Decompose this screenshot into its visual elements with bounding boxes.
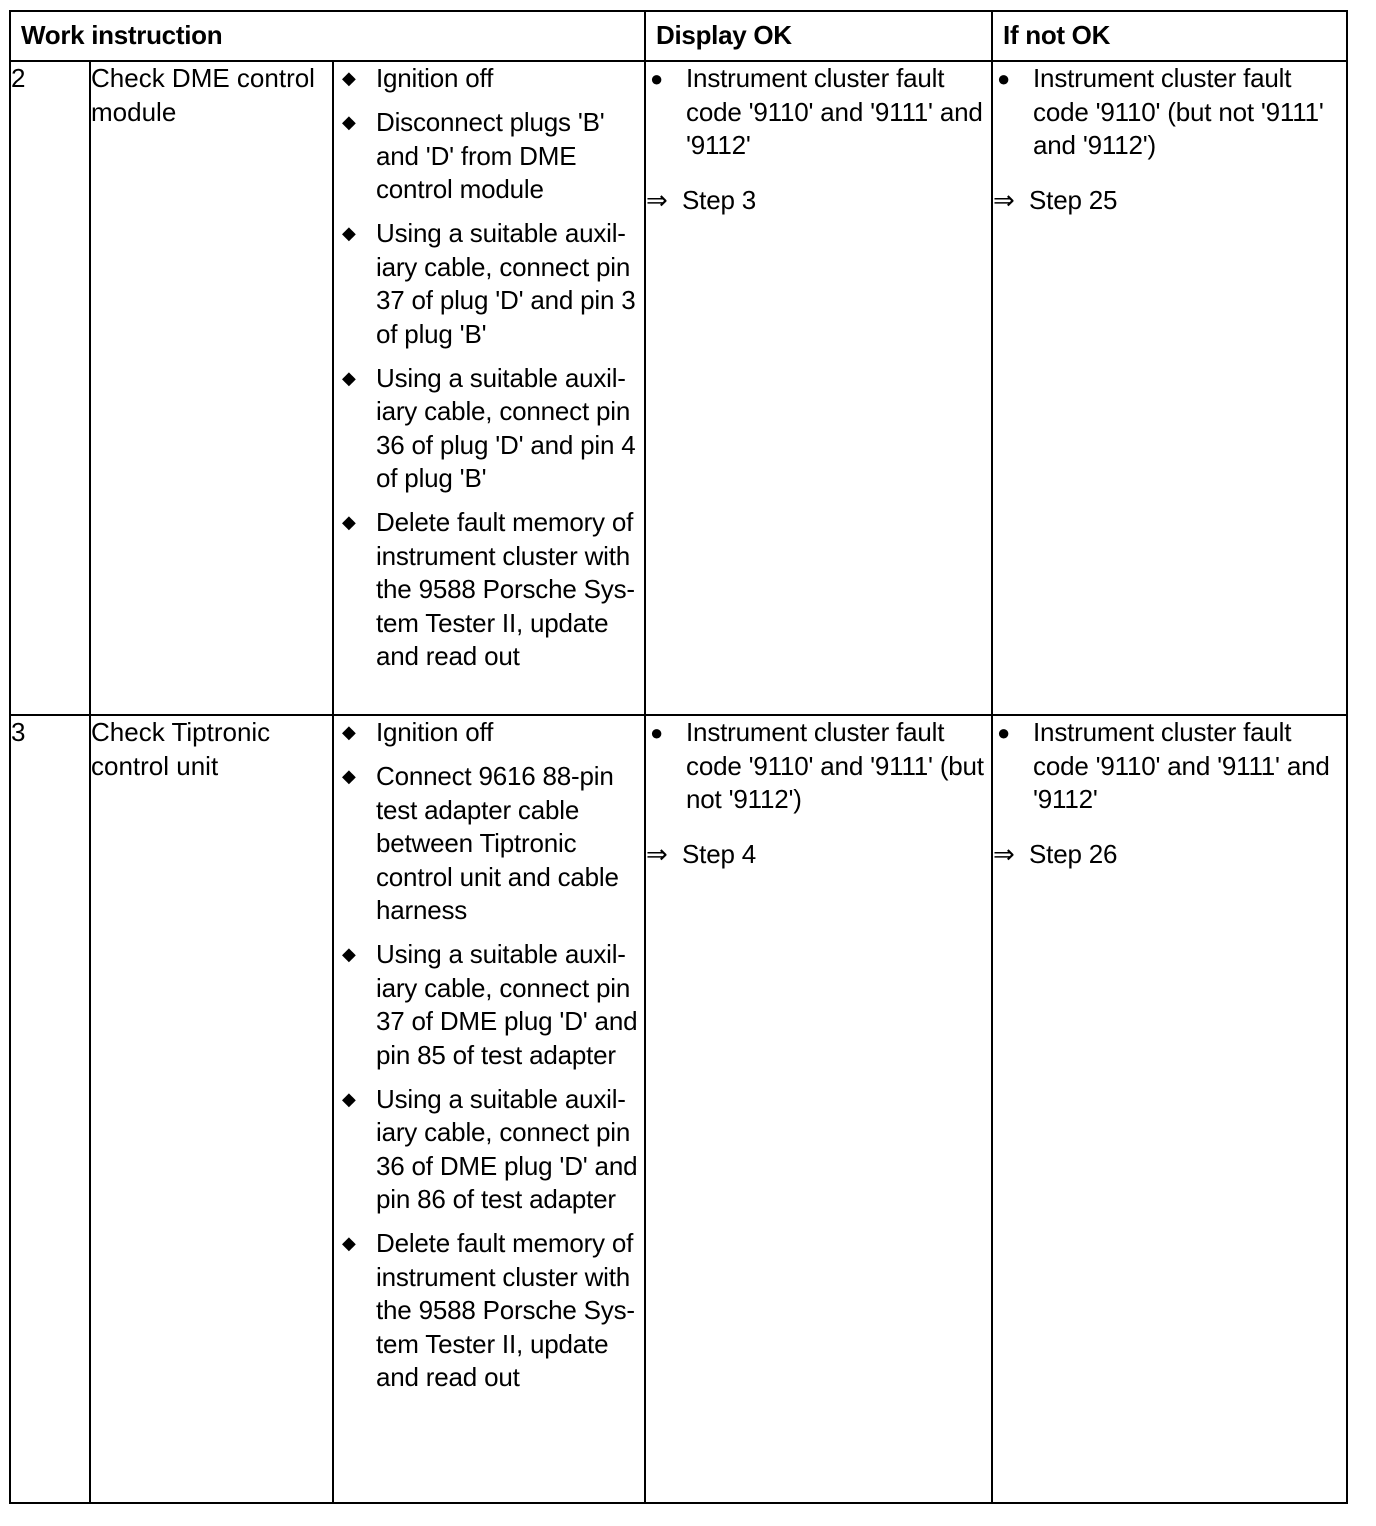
action-item — [334, 106, 644, 207]
goto-step — [993, 838, 1346, 872]
action-text: Connect 9616 88-pin test adapter cable between Tiptronic control unit and cable harness — [376, 761, 619, 925]
diamond-icon: ◆ — [342, 1233, 356, 1253]
action-item — [334, 506, 644, 674]
display-ok-cell — [645, 715, 992, 1503]
step-number: 3 — [10, 715, 90, 1503]
header-if-not-ok: If not OK — [992, 11, 1347, 61]
if-not-ok-cell — [992, 61, 1347, 715]
goto-text: Step 26 — [1029, 838, 1118, 869]
result-text: Instrument cluster fault code '9110' and '9111' and '9112' — [1033, 717, 1330, 814]
result-text: Instrument cluster fault code '9110' (but not '9111' and '9112') — [1033, 63, 1324, 160]
action-text: Using a suitable auxil-iary cable, connect pin 37 of plug 'D' and pin 3 of plug 'B' — [376, 218, 636, 349]
diamond-icon: ◆ — [342, 512, 356, 532]
step-title: Check DME control module — [90, 61, 333, 715]
result-item — [993, 62, 1346, 163]
step-actions — [333, 715, 645, 1503]
result-item — [993, 716, 1346, 817]
bullet-dot-icon: ● — [997, 720, 1011, 745]
result-text: Instrument cluster fault code '9110' and '9111' and '9112' — [686, 63, 983, 160]
goto-text: Step 25 — [1029, 184, 1118, 215]
action-text: Using a suitable auxil-iary cable, connect pin 37 of DME plug 'D' and pin 85 of test adapter — [376, 939, 638, 1070]
action-item — [334, 938, 644, 1072]
double-arrow-right-icon: ⇒ — [646, 838, 668, 869]
diamond-icon: ◆ — [342, 68, 356, 88]
diamond-icon: ◆ — [342, 1088, 356, 1109]
goto-step — [646, 184, 991, 218]
diamond-icon: ◆ — [342, 223, 356, 243]
goto-step — [646, 838, 991, 872]
result-item — [646, 62, 991, 163]
action-text: Using a suitable auxil-iary cable, connect pin 36 of DME plug 'D' and pin 86 of test adapter — [376, 1083, 638, 1214]
action-text: Ignition off — [376, 63, 494, 93]
diamond-icon: ◆ — [342, 766, 356, 786]
diamond-icon: ◆ — [342, 112, 356, 132]
action-text: Using a suitable auxil-iary cable, connect pin 36 of plug 'D' and pin 4 of plug 'B' — [376, 362, 636, 493]
action-text: Ignition off — [376, 717, 494, 747]
diamond-icon: ◆ — [342, 722, 356, 742]
action-text: Delete fault memory of instrument cluster with the 9588 Porsche Sys-tem Tester II, update and read out — [376, 507, 635, 671]
goto-step — [993, 184, 1346, 218]
action-text: Delete fault memory of instrument cluster with the 9588 Porsche Sys-tem Tester II, update and read out — [376, 1228, 635, 1392]
display-ok-cell — [645, 61, 992, 715]
table-row-step-2 — [10, 61, 1347, 715]
header-display-ok: Display OK — [645, 11, 992, 61]
action-item — [334, 760, 644, 928]
action-item — [334, 1227, 644, 1395]
action-list — [334, 62, 644, 674]
table-header-row — [10, 11, 1347, 61]
action-item — [334, 716, 644, 750]
action-text: Disconnect plugs 'B' and 'D' from DME control module — [376, 107, 605, 204]
action-item — [334, 217, 644, 351]
work-instruction-table — [9, 10, 1348, 1504]
action-list — [334, 716, 644, 1395]
header-work-instruction: Work instruction — [10, 11, 645, 61]
step-number: 2 — [10, 61, 90, 715]
table-row-step-3 — [10, 715, 1347, 1503]
double-arrow-right-icon: ⇒ — [646, 184, 668, 215]
double-arrow-right-icon: ⇒ — [993, 184, 1015, 215]
action-item — [334, 1083, 644, 1217]
diamond-icon: ◆ — [342, 367, 356, 388]
action-item — [334, 362, 644, 496]
diamond-icon: ◆ — [342, 944, 356, 964]
goto-text: Step 4 — [682, 838, 757, 869]
result-text: Instrument cluster fault code '9110' and '9111' (but not '9112') — [686, 717, 984, 814]
bullet-dot-icon: ● — [997, 66, 1011, 91]
goto-text: Step 3 — [682, 184, 757, 215]
step-actions — [333, 61, 645, 715]
result-item — [646, 716, 991, 817]
if-not-ok-cell — [992, 715, 1347, 1503]
action-item — [334, 62, 644, 96]
bullet-dot-icon: ● — [650, 66, 664, 91]
bullet-dot-icon: ● — [650, 720, 664, 745]
step-title: Check Tiptronic control unit — [90, 715, 333, 1503]
double-arrow-right-icon: ⇒ — [993, 838, 1015, 869]
